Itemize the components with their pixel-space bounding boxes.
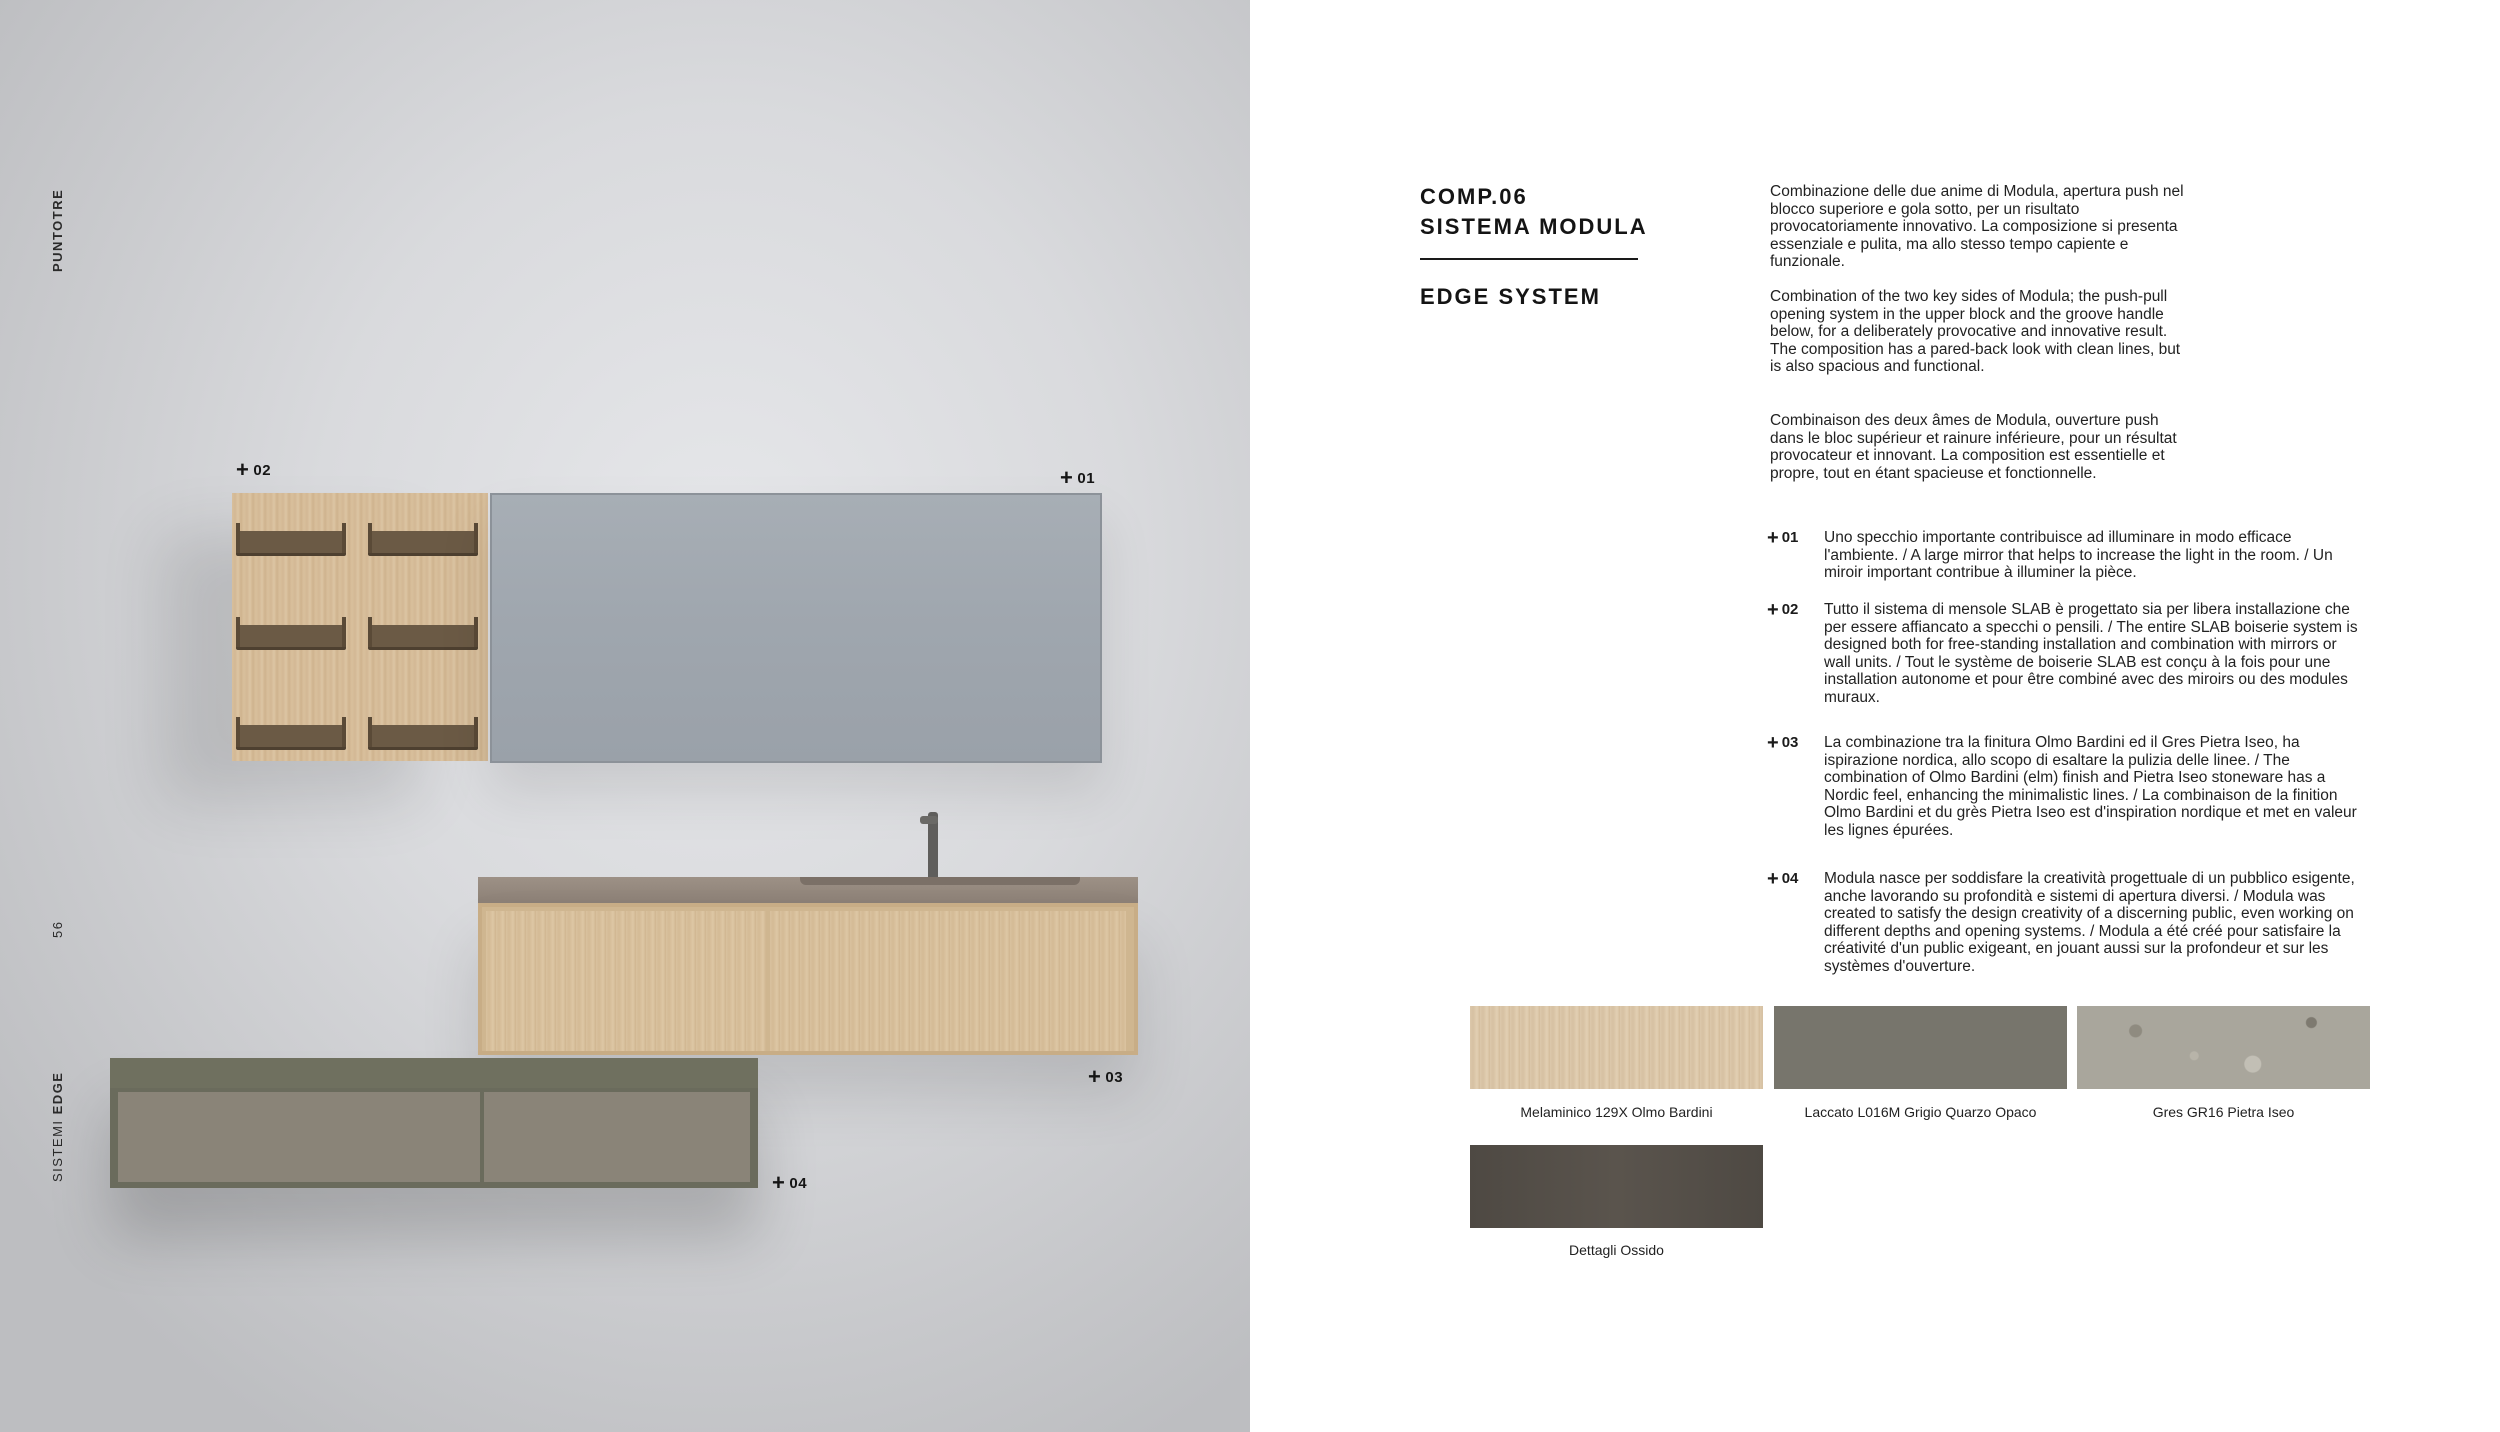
section-label: SISTEMI EDGE: [50, 1071, 65, 1182]
swatch-pietra-iseo: [2077, 1006, 2370, 1089]
faucet: [928, 812, 938, 880]
swatch-label: Dettagli Ossido: [1569, 1242, 1664, 1258]
mirror: [490, 493, 1102, 763]
note-number: + 03: [1767, 732, 1799, 754]
shelf: [236, 725, 346, 750]
subtitle: EDGE SYSTEM: [1420, 284, 1601, 309]
shelf: [236, 531, 346, 556]
description-fr: Combinaison des deux âmes de Modula, ouverture push dans le bloc supérieur et rainure inférieure, pour un résultat provocateur et innovant. La composition est essentielle et propre, tout en étant spacieuse et fonctionnelle.: [1770, 412, 2177, 482]
title-comp: COMP.06: [1420, 184, 1528, 209]
shelf: [368, 531, 478, 556]
swatch-label: Laccato L016M Grigio Quarzo Opaco: [1804, 1104, 2037, 1120]
swatch-label: Gres GR16 Pietra Iseo: [2152, 1104, 2295, 1120]
swatch-label: Melaminico 129X Olmo Bardini: [1520, 1104, 1713, 1120]
brand-vertical: PUNTOTRE: [50, 188, 65, 272]
note-text: Uno specchio importante contribuisce ad illuminare in modo efficace l'ambiente. / A large mirror that helps to increase the light in the room. / Un miroir important contribue à illuminer la pièce.: [1824, 529, 2333, 582]
swatch-grigio-quarzo: [1774, 1006, 2067, 1089]
callout-02: + 02: [236, 457, 272, 482]
description-it: Combinazione delle due anime di Modula, apertura push nel blocco superiore e gola sotto, per un risultato provocatoriamente innovativo. La composizione si presenta essenziale e pulita, ma allo stesso tempo capiente e funzionale.: [1770, 183, 2184, 271]
low-unit-top: [110, 1058, 758, 1088]
note-text: Modula nasce per soddisfare la creatività progettuale di un pubblico esigente, anche lavorando su profondità e sistemi di apertura diversi. / Modula was created to satisfy the design creativity of a discerning public, even working on different depths and opening systems. / Modula a été créé pour satisfaire la créativité d'un public exigeant, en jouant aussi sur la profondeur et sur les systèmes d'ouverture.: [1824, 870, 2355, 975]
description-en: Combination of the two key sides of Modula; the push-pull opening system in the upper block and the groove handle below, for a deliberately provocative and innovative result. The composition has a pared-back look with clean lines, but is also spacious and functional.: [1770, 288, 2181, 376]
swatch-ossido: [1470, 1145, 1763, 1228]
note-text: Tutto il sistema di mensole SLAB è progettato sia per libera installazione che per essere affiancato a specchi o pensili. / The entire SLAB boiserie system is designed both for free-standing installation and combination with mirrors or wall units. / Tout le système de boiserie SLAB est conçu à la fois pour une installation autonome et pour être combiné avec des miroirs ou des modules muraux.: [1824, 601, 2358, 706]
shelf: [236, 625, 346, 650]
title-system: SISTEMA MODULA: [1420, 214, 1648, 239]
low-unit: [110, 1058, 758, 1188]
vanity-unit: [478, 903, 1138, 1055]
note-number: + 02: [1767, 599, 1799, 621]
callout-01: + 01: [1060, 465, 1096, 490]
note-number: + 04: [1767, 868, 1799, 890]
note-number: + 01: [1767, 527, 1799, 549]
note-text: La combinazione tra la finitura Olmo Bardini ed il Gres Pietra Iseo, ha ispirazione nordica, allo scopo di esaltare la pulizia delle linee. / The combination of Olmo Bardini (elm) finish and Pietra Iseo stoneware has a Nordic feel, enhancing the minimalistic lines. / La combinaison de la finition Olmo Bardini et du grès Pietra Iseo est d'inspiration nordique et met en valeur les lignes épurées.: [1824, 734, 2357, 839]
low-drawer: [484, 1092, 750, 1182]
page-number: 56: [50, 920, 65, 938]
vanity-drawer: [770, 911, 1126, 1051]
low-drawer: [118, 1092, 480, 1182]
swatch-olmo-bardini: [1470, 1006, 1763, 1089]
shelf: [368, 625, 478, 650]
callout-03: + 03: [1088, 1064, 1124, 1089]
vanity-drawer: [486, 911, 766, 1051]
shelf: [368, 725, 478, 750]
basin: [800, 877, 1080, 885]
title-rule: [1420, 258, 1638, 260]
slab-shelf-panel: [232, 493, 488, 761]
callout-04: + 04: [772, 1170, 808, 1195]
